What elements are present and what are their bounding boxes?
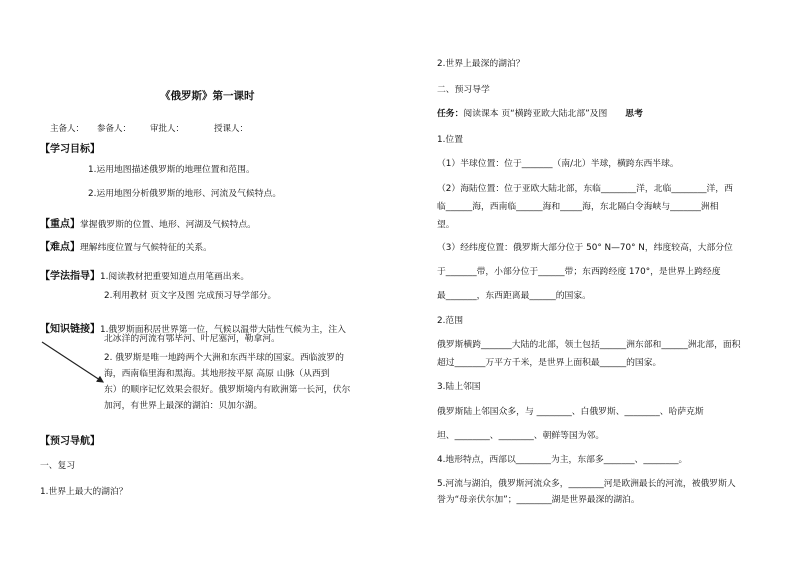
knowledge-link-2b: 海，西南临里海和黑海。其地形按平原 高原 山脉（从西到: [104, 369, 330, 379]
co-author-field: 参备人：: [97, 124, 132, 134]
review-question-2: 2.世界上最深的湖泊？: [437, 59, 525, 69]
method-label: 【学法指导】: [40, 271, 100, 282]
land-sea-position-c: 望。: [437, 220, 455, 230]
reviewer-field: 审批人：: [150, 124, 185, 134]
page-title: 《俄罗斯》第一课时: [160, 90, 255, 102]
knowledge-link-1a: 1.俄罗斯面积居世界第一位，气候以温带大陆性气候为主，注入: [100, 325, 346, 335]
knowledge-link-2d: 加河，有世界上最深的湖泊：贝加尔湖。: [104, 401, 263, 411]
knowledge-link-label: 【知识链接】: [40, 324, 100, 335]
author-field: 主备人：: [50, 124, 85, 134]
arrow-icon: [40, 340, 110, 388]
hemisphere-position: （1）半球位置：位于_______（南/北）半球，横跨东西半球。: [437, 159, 679, 169]
section-5-rivers-a: 5.河流与湖泊，俄罗斯河流众多，________河是欧洲最长的河流，被俄罗斯人: [437, 479, 736, 489]
method-item-2: 2.利用教材 页文字及图 完成预习导学部分。: [104, 291, 277, 301]
land-sea-position-b: 临______海，西南临______海和_____海，东北隔白令海峡与_______洲相: [437, 202, 719, 212]
preview-heading: 【预习导航】: [40, 436, 100, 447]
latlong-position-a: （3）经纬度位置：俄罗斯大部分位于 50° N—70° N，纬度较高，大部分位: [437, 243, 733, 253]
review-heading: 一、复习: [40, 461, 76, 471]
difficulty-text: 理解纬度位置与气候特征的关系。: [80, 243, 212, 253]
neighbors-a: 俄罗斯陆上邻国众多，与 ________、白俄罗斯、________、哈萨克斯: [437, 407, 704, 417]
section-3-heading: 3.陆上邻国: [437, 382, 481, 392]
method-item-1: 1.阅读教材把重要知道点用笔画出来。: [100, 272, 250, 282]
land-sea-position-a: （2）海陆位置：位于亚欧大陆北部，东临________洋，北临________洋，西: [437, 184, 733, 194]
key-points-text: 掌握俄罗斯的位置、地形、河湖及气候特点。: [80, 220, 256, 230]
task-label: 任务：: [437, 109, 464, 119]
task-think: 思考: [625, 109, 643, 119]
section-4-terrain: 4.地形特点，西部以________为主，东部多_______、________。: [437, 455, 688, 465]
task-text: 阅读课本 页“横跨亚欧大陆北部”及图: [463, 109, 608, 119]
review-question-1: 1.世界上最大的湖泊？: [40, 487, 128, 497]
lecturer-field: 授课人：: [214, 124, 249, 134]
method-row: [40, 264, 249, 284]
knowledge-link-2c: 东）的顺序记忆效果会很好。俄罗斯境内有欧洲第一长河，伏尔: [104, 385, 351, 395]
key-points-row: [40, 212, 256, 232]
neighbors-b: 坦、________、________、朝鲜等国为邻。: [437, 431, 605, 441]
extent-b: 超过_______万平方千米，是世界上面积最______的国家。: [437, 358, 662, 368]
section-2-heading: 2.范围: [437, 316, 463, 326]
goal-item-1: 1.运用地图描述俄罗斯的地理位置和范围。: [88, 165, 255, 175]
goal-item-2: 2.运用地图分析俄罗斯的地形、河流及气候特点。: [88, 189, 282, 199]
knowledge-link-2a: 2. 俄罗斯是唯一地跨两个大洲和东西半球的国家。西临波罗的: [104, 353, 344, 363]
key-points-label: 【重点】: [40, 219, 80, 230]
knowledge-link-1b: 北冰洋的河流有鄂毕河、叶尼塞河，勒拿河。: [104, 334, 280, 344]
section-5-rivers-b: 誉为“母亲伏尔加”；________湖是世界最深的湖泊。: [437, 495, 640, 505]
latlong-position-b: 于_______带，小部分位于______带；东西跨经度 170°，是世界上跨经度: [437, 267, 721, 277]
difficulty-row: [40, 235, 212, 255]
guide-heading: 二、预习导学: [437, 85, 490, 95]
section-1-heading: 1.位置: [437, 135, 463, 145]
task-row: [437, 108, 643, 121]
difficulty-label: 【难点】: [40, 242, 80, 253]
extent-a: 俄罗斯横跨_______大陆的北部，领土包括______洲东部和______洲北部，面积: [437, 340, 741, 350]
latlong-position-c: 最_______，东西距离最______的国家。: [437, 291, 591, 301]
goals-heading: 【学习目标】: [40, 144, 100, 155]
